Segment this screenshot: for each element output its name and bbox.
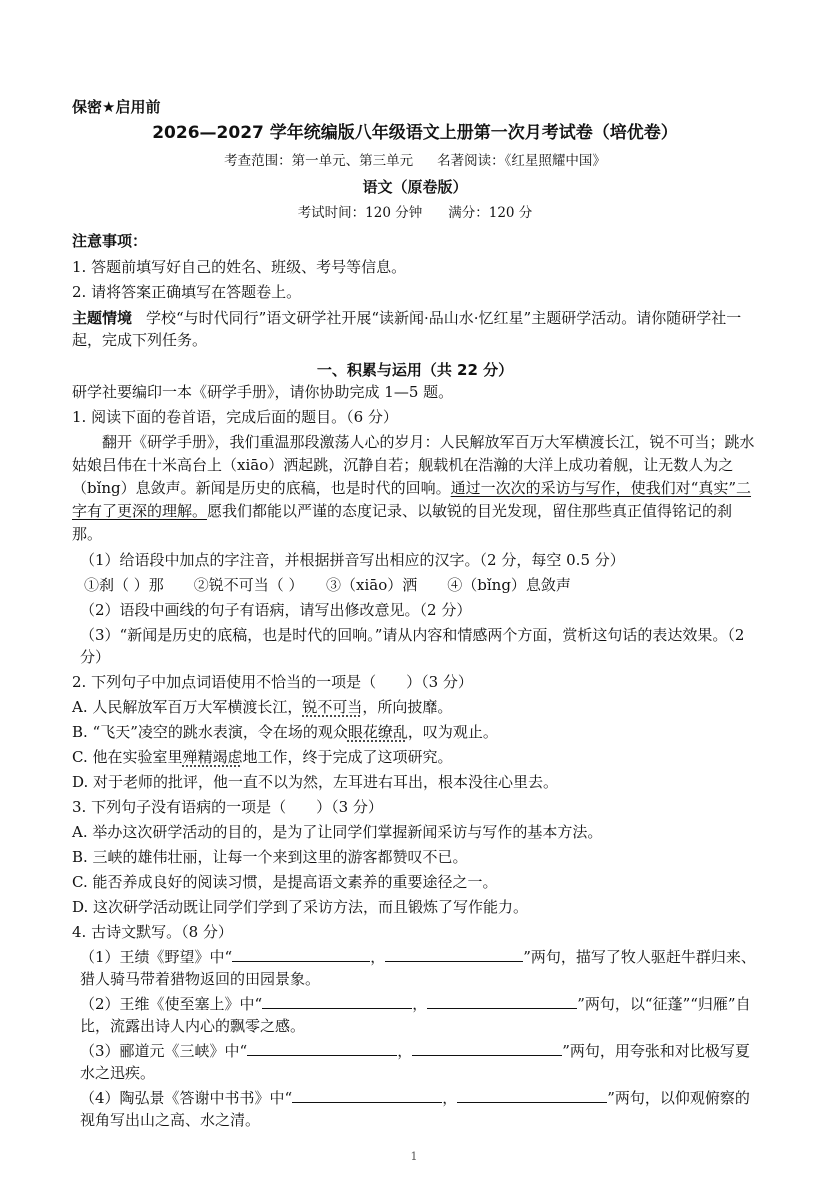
q2-option-d: D. 对于老师的批评，他一直不以为然，左耳进右耳出，根本没往心里去。 xyxy=(72,773,559,791)
q4-sub1 xyxy=(72,946,758,990)
exam-scope xyxy=(72,150,758,172)
notice-item-2: 2. 请将答案正确填写在答题卷上。 xyxy=(72,283,302,301)
section-intro: 研学社要编印一本《研学手册》，请你协助完成 1—5 题。 xyxy=(72,383,454,401)
q1-passage xyxy=(72,431,758,546)
answer-blank[interactable] xyxy=(385,947,523,962)
page-title: 2026—2027 学年统编版八年级语文上册第一次月考试卷（培优卷） xyxy=(152,123,678,143)
theme-label: 主题情境 xyxy=(72,309,133,327)
q2-a-dotted-word: 锐不可当 xyxy=(302,698,363,716)
q2-option-c xyxy=(72,746,758,768)
page-number: 1 xyxy=(410,1150,418,1163)
exam-time: 考试时间：120 分钟 xyxy=(297,205,423,221)
scope-text: 考查范围：第一单元、第三单元 xyxy=(224,153,414,169)
q2-c-text-end: 地工作，终于完成了这项研究。 xyxy=(242,748,453,766)
q3-option-c: C. 能否养成良好的阅读习惯，是提高语文素养的重要途径之一。 xyxy=(72,873,498,891)
q4-sub2 xyxy=(72,993,758,1037)
theme-context xyxy=(72,307,758,351)
q1-sub1-items: ①刹（ ）那 ②锐不可当（ ） ③（xiāo）洒 ④（bǐng）息敛声 xyxy=(84,576,571,594)
q4-s4-text: （4）陶弘景《答谢中书书》中“ xyxy=(80,1089,293,1107)
notice-item-1: 1. 答题前填写好自己的姓名、班级、考号等信息。 xyxy=(72,258,407,276)
q2-b-text: B. “飞天”凌空的跳水表演，令在场的观众 xyxy=(72,723,348,741)
q1-sub3: （3）“新闻是历史的底稿，也是时代的回响。”请从内容和情感两个方面，赏析这句话的表达效果。（2 分） xyxy=(80,626,745,666)
q4-s1-text: （1）王绩《野望》中“ xyxy=(80,948,233,966)
exam-page xyxy=(72,96,758,1134)
notice-heading: 注意事项： xyxy=(72,232,148,250)
q2-option-a xyxy=(72,696,758,718)
q4-s4-text-end: ”两句，以仰观俯察的视角写出山之高、水之清。 xyxy=(80,1089,750,1129)
answer-blank[interactable] xyxy=(427,994,577,1009)
q4-s3-text-end: ”两句，用夸张和对比极写夏水之迅疾。 xyxy=(80,1042,750,1082)
q4-s1-text-end: ”两句，描写了牧人驱赶牛群归来、猎人骑马带着猎物返回的田园景象。 xyxy=(80,948,756,988)
answer-blank[interactable] xyxy=(232,947,370,962)
reading-text: 名著阅读：《红星照耀中国》 xyxy=(437,153,606,169)
q4-s3-text: （3）郦道元《三峡》中“ xyxy=(80,1042,248,1060)
q1-stem: 1. 阅读下面的卷首语，完成后面的题目。（6 分） xyxy=(72,408,398,426)
q1-sub2: （2）语段中画线的句子有语病，请写出修改意见。（2 分） xyxy=(80,601,472,619)
q2-option-b xyxy=(72,721,758,743)
paper-subtitle: 语文（原卷版） xyxy=(362,178,468,196)
answer-blank[interactable] xyxy=(292,1088,442,1103)
answer-blank[interactable] xyxy=(262,994,412,1009)
answer-blank[interactable] xyxy=(412,1041,562,1056)
q2-c-dotted-word: 殚精竭虑 xyxy=(182,748,243,766)
q3-stem: 3. 下列句子没有语病的一项是（ ）（3 分） xyxy=(72,798,383,816)
theme-text: 学校“与时代同行”语文研学社开展“读新闻·品山水·忆红星”主题研学活动。请你随研学社一起，完成下列任务。 xyxy=(72,309,742,349)
passage-underlined-sentence: 通过一次次的采访与写作，使我们对“真实”二字有了更深的理解。 xyxy=(72,479,752,520)
q2-b-dotted-word: 眼花缭乱 xyxy=(347,723,408,741)
confidential-mark: 保密★启用前 xyxy=(72,98,161,116)
comma: ， xyxy=(442,1089,458,1107)
q1-sub1: （1）给语段中加点的字注音，并根据拼音写出相应的汉字。（2 分，每空 0.5 分） xyxy=(80,551,625,569)
q4-stem: 4. 古诗文默写。（8 分） xyxy=(72,923,233,941)
passage-part-a: 翻开《研学手册》，我们重温那段激荡人心的岁月：人民解放军百万大军横渡长江，锐不可当；跳水姑娘吕伟在十米高台上（xiāo）洒起跳，沉静自若；舰载机在浩瀚的大洋上成功着舰，让无数人为之（bǐng）息敛声。新闻是历史的底稿，也是时代的回响。 xyxy=(72,433,755,497)
q2-c-text: C. 他在实验室里 xyxy=(72,748,183,766)
q2-stem: 2. 下列句子中加点词语使用不恰当的一项是（ ）（3 分） xyxy=(72,673,473,691)
q3-option-b: B. 三峡的雄伟壮丽，让每一个来到这里的游客都赞叹不已。 xyxy=(72,848,468,866)
comma: ， xyxy=(397,1042,413,1060)
q3-option-a: A. 举办这次研学活动的目的，是为了让同学们掌握新闻采访与写作的基本方法。 xyxy=(72,823,603,841)
passage-part-b: 愿我们都能以严谨的态度记录、以敏锐的目光发现，留住那些真正值得铭记的刹那。 xyxy=(72,502,733,543)
q2-a-text-end: ，所向披靡。 xyxy=(362,698,453,716)
answer-blank[interactable] xyxy=(457,1088,607,1103)
q4-sub4 xyxy=(72,1087,758,1131)
q2-a-text: A. 人民解放军百万大军横渡长江， xyxy=(72,698,303,716)
q4-s2-text-end: ”两句，以“征蓬”“归雁”自比，流露出诗人内心的飘零之感。 xyxy=(80,995,751,1035)
section-heading: 一、积累与运用（共 22 分） xyxy=(316,361,514,379)
q4-sub3 xyxy=(72,1040,758,1084)
comma: ， xyxy=(370,948,386,966)
exam-meta xyxy=(72,202,758,224)
exam-score: 满分：120 分 xyxy=(448,205,533,221)
q3-option-d: D. 这次研学活动既让同学们学到了采访方法，而且锻炼了写作能力。 xyxy=(72,898,529,916)
comma: ， xyxy=(412,995,428,1013)
q4-s2-text: （2）王维《使至塞上》中“ xyxy=(80,995,263,1013)
answer-blank[interactable] xyxy=(247,1041,397,1056)
q2-b-text-end: ，叹为观止。 xyxy=(407,723,498,741)
